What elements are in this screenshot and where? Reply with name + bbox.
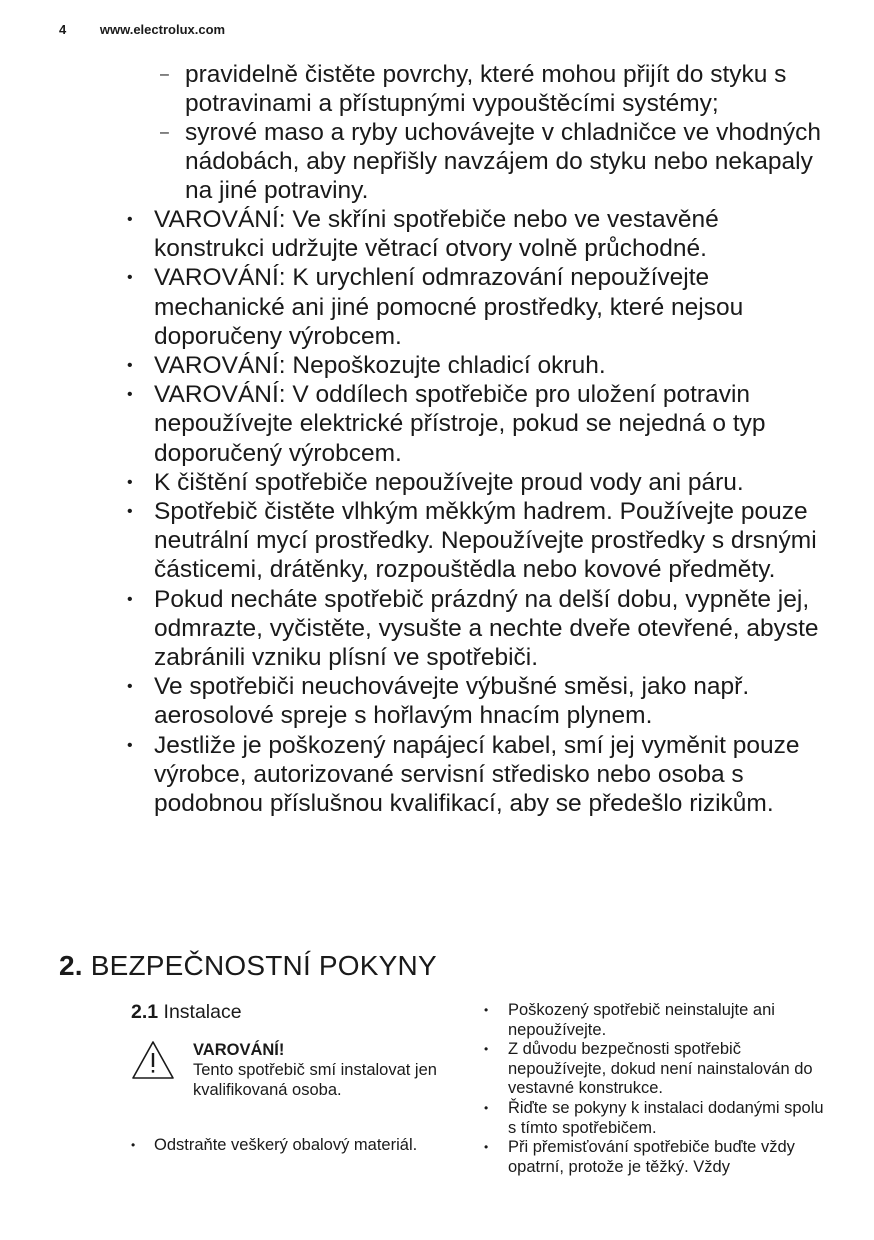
section-title (59, 950, 437, 982)
bullet-marker: • (127, 503, 133, 521)
bullet-item: • Z důvodu bezpečnosti spotřebič nepoužívejte, dokud není nainstalován do vestavné konstrukce. (484, 1040, 813, 1098)
bullet-list (0, 205, 874, 818)
subsection-number: 2.1 (131, 1001, 159, 1023)
bullet-marker: • (127, 473, 133, 491)
bullet-marker: • (127, 678, 133, 696)
right-bullet-list (484, 1001, 824, 1177)
page-header (59, 22, 225, 37)
bullet-item: • VAROVÁNÍ: V oddílech spotřebiče pro uložení potravin nepoužívejte elektrické přístroje, pokud se nejedná o typ doporučený výrobcem. (127, 381, 766, 467)
bullet-marker: • (127, 357, 133, 375)
bullet-marker: • (127, 736, 133, 754)
sub-list-item: – syrové maso a ryby uchovávejte v chladničce ve vhodných nádobách, aby nepřišly navzájem do styku nebo nekapaly na jiné potraviny. (160, 119, 821, 204)
bullet-item: • K čištění spotřebiče nepoužívejte proud vody ani páru. (127, 468, 744, 496)
subsection-heading (131, 1001, 242, 1024)
dash-marker: – (160, 124, 169, 141)
sub-list-item: – pravidelně čistěte povrchy, které mohou přijít do styku s potravinami a přístupnými vypouštěcími systémy; (160, 61, 787, 117)
right-column (484, 1001, 824, 1177)
bullet-marker: • (127, 590, 133, 608)
bullet-item: • Ve spotřebiči neuchovávejte výbušné směsi, jako např. aerosolové spreje s hořlavým hnacím plynem. (127, 673, 750, 730)
warning-text-block (193, 1040, 453, 1100)
bullet-item: • VAROVÁNÍ: Nepoškozujte chladicí okruh. (127, 352, 606, 380)
dash-marker: – (160, 66, 169, 83)
bullet-marker: • (131, 1138, 136, 1152)
main-content (0, 60, 874, 818)
bullet-marker: • (484, 1140, 489, 1155)
section-number: 2. (59, 950, 83, 981)
section-title-text: BEZPEČNOSTNÍ POKYNY (90, 950, 437, 981)
bullet-item: • Při přemisťování spotřebiče buďte vždy opatrní, protože je těžký. Vždy (484, 1138, 795, 1176)
warning-triangle-icon (131, 1040, 175, 1080)
sub-item-list (0, 60, 874, 205)
bullet-marker: • (484, 1003, 489, 1017)
bullet-marker: • (484, 1100, 489, 1115)
bullet-item: • Poškozený spotřebič neinstalujte ani nepoužívejte. (484, 1001, 775, 1039)
warning-title: VAROVÁNÍ! (193, 1041, 285, 1059)
bullet-marker: • (484, 1042, 489, 1057)
bullet-marker: • (127, 386, 133, 404)
bullet-item: • Pokud necháte spotřebič prázdný na delší dobu, vypněte jej, odmrazte, vyčistěte, vysušte a nechte dveře otevřené, abyste zabránili vzniku plísní ve spotřebiči. (127, 585, 819, 672)
bullet-item: • Jestliže je poškozený napájecí kabel, smí jej vyměnit pouze výrobce, autorizované servisní středisko nebo osoba s podobnou příslušnou kvalifikací, aby se předešlo rizikům. (127, 731, 800, 818)
bullet-marker: • (127, 211, 133, 228)
bullet-item: • Spotřebič čistěte vlhkým měkkým hadrem. Používejte pouze neutrální mycí prostředky. Nepoužívejte prostředky s drsnými částicemi, drátěnky, rozpouštědla nebo kovové předměty. (127, 498, 817, 584)
warning-text: Tento spotřebič smí instalovat jen kvalifikovaná osoba. (193, 1061, 437, 1099)
bullet-item: • VAROVÁNÍ: Ve skříni spotřebiče nebo ve vestavěné konstrukci udržujte větrací otvory volně průchodné. (127, 206, 719, 263)
website-url[interactable]: www.electrolux.com (99, 22, 226, 37)
page-number: 4 (59, 22, 67, 37)
bullet-item: • Řiďte se pokyny k instalaci dodanými spolu s tímto spotřebičem. (484, 1098, 824, 1137)
subsection-title: Instalace (163, 1001, 242, 1023)
bullet-item: • VAROVÁNÍ: K urychlení odmrazování nepoužívejte mechanické ani jiné pomocné prostředky, které nejsou doporučeny výrobcem. (127, 264, 744, 350)
left-bullet-item: • Odstraňte veškerý obalový materiál. (131, 1136, 418, 1154)
bullet-marker: • (127, 269, 133, 287)
